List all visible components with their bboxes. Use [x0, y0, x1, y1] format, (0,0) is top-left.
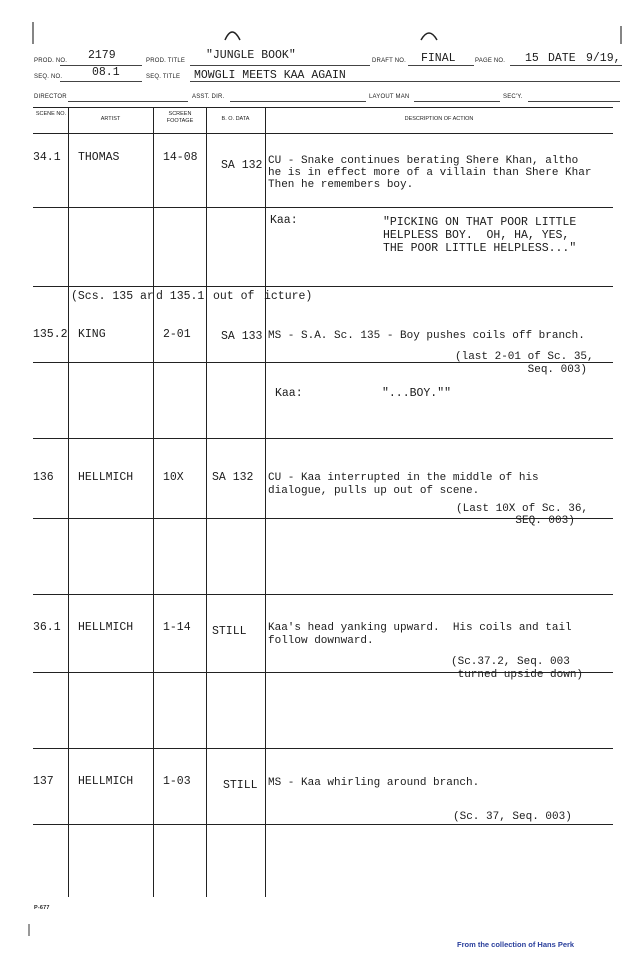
- scene-note: (Scs. 135 ar: [71, 290, 154, 303]
- date-label: DATE: [548, 52, 576, 65]
- scene-no: 135.2: [33, 328, 68, 341]
- screen-footage: 14-08: [163, 151, 198, 164]
- scene-no: 34.1: [33, 151, 61, 164]
- prod-no-value: 2179: [88, 49, 116, 62]
- punch-hole-left: [225, 32, 240, 40]
- dialogue-text: "...BOY."": [382, 387, 452, 400]
- screen-footage: 1-03: [163, 775, 191, 788]
- screen-footage: 1-14: [163, 621, 191, 634]
- prod-no-label: PROD. NO.: [34, 58, 68, 64]
- bo-data: STILL: [223, 779, 258, 792]
- layout-man-label: LAYOUT MAN: [369, 94, 410, 100]
- seq-title-label: SEQ. TITLE: [146, 74, 181, 80]
- screen-footage: 10X: [163, 471, 184, 484]
- col-description: DESCRIPTION OF ACTION: [404, 116, 474, 122]
- scene-reference: (Sc. 37, Seq. 003): [453, 811, 572, 823]
- bo-data: SA 133: [221, 330, 263, 343]
- action-description: Kaa's head yanking upward. His coils and tail follow downward.: [268, 622, 572, 647]
- asst-dir-label: ASST. DIR.: [192, 94, 225, 100]
- page-no-value: 15: [525, 52, 539, 65]
- scene-note-mid: d 135.1: [156, 290, 205, 303]
- col-bo-data: B. O. DATA: [221, 116, 250, 122]
- draft-no-value: FINAL: [421, 52, 456, 65]
- action-description: MS - Kaa whirling around branch.: [268, 777, 480, 789]
- scene-reference: (Sc.37.2, Seq. 003 turned upside down): [451, 656, 584, 681]
- artist-name: KING: [78, 328, 106, 341]
- draft-no-label: DRAFT NO.: [372, 58, 407, 64]
- dialogue-speaker: Kaa:: [275, 387, 303, 400]
- scene-no: 36.1: [33, 621, 61, 634]
- scene-reference: (Last 10X of Sc. 36, SEQ. 003): [456, 503, 589, 527]
- seq-no-value: 08.1: [92, 66, 120, 79]
- prod-title-label: PROD. TITLE: [146, 58, 186, 64]
- col-scene-no: SCENE NO.: [35, 111, 67, 117]
- bo-data: SA 132: [212, 471, 254, 484]
- bo-data: STILL: [212, 625, 247, 638]
- director-label: DIRECTOR: [34, 94, 67, 100]
- dialogue-text: "PICKING ON THAT POOR LITTLE HELPLESS BOY. OH, HA, YES, THE POOR LITTLE HELPLESS...": [383, 216, 577, 255]
- footer-margin-tick: [26, 924, 32, 938]
- prod-title-value: "JUNGLE BOOK": [206, 49, 296, 62]
- secy-label: SEC'Y.: [503, 94, 523, 100]
- dialogue-speaker: Kaa:: [270, 214, 298, 227]
- date-value: 9/19,: [586, 52, 621, 65]
- action-description: CU - Kaa interrupted in the middle of his dialogue, pulls up out of scene.: [268, 472, 539, 497]
- action-description: MS - S.A. Sc. 135 - Boy pushes coils off branch.: [268, 330, 585, 342]
- artist-name: HELLMICH: [78, 471, 134, 484]
- scene-no: 136: [33, 471, 54, 484]
- form-number: P-677: [34, 905, 50, 911]
- page-no-label: PAGE NO.: [475, 58, 506, 64]
- artist-name: HELLMICH: [78, 621, 134, 634]
- scene-no: 137: [33, 775, 54, 788]
- bo-data: SA 132: [221, 159, 263, 172]
- collection-credit: From the collection of Hans Perk: [457, 940, 575, 949]
- col-screen-footage: SCREEN FOOTAGE: [166, 111, 194, 124]
- action-description: CU - Snake continues berating Shere Khan, altho he is in effect more of a villain than Shere Khar Then he remembers boy.: [268, 155, 592, 191]
- scene-reference: (last 2-01 of Sc. 35, Seq. 003): [455, 351, 594, 376]
- screen-footage: 2-01: [163, 328, 191, 341]
- artist-name: HELLMICH: [78, 775, 134, 788]
- col-artist: ARTIST: [100, 116, 121, 122]
- artist-name: THOMAS: [78, 151, 120, 164]
- scene-note-tail: icture): [264, 290, 313, 303]
- seq-title-value: MOWGLI MEETS KAA AGAIN: [194, 69, 346, 82]
- seq-no-label: SEQ. NO.: [34, 74, 63, 80]
- scene-note-right: out of: [213, 290, 255, 303]
- punch-hole-right: [421, 33, 437, 40]
